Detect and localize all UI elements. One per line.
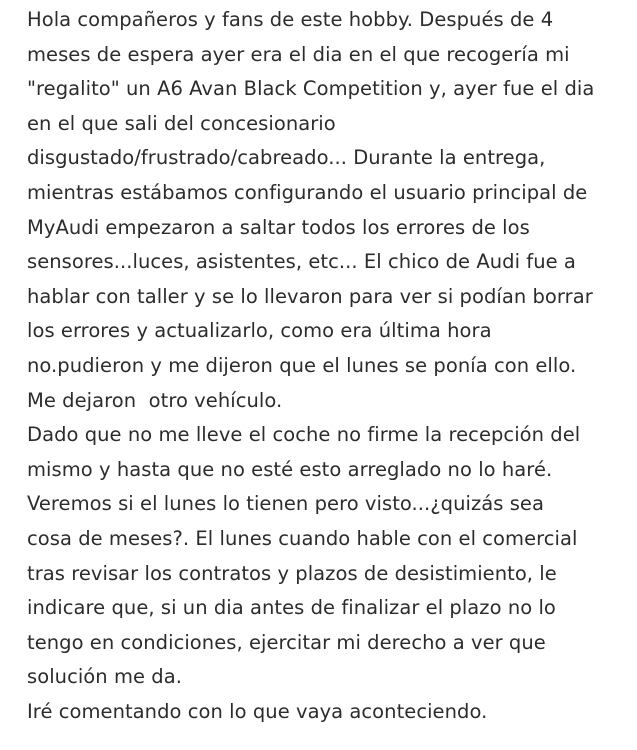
post-line: disgustado/frustrado/cabreado... Durante la entrega,: [27, 146, 546, 170]
post-line: cosa de meses?. El lunes cuando hable con el comercial: [27, 526, 578, 550]
post-line: hablar con taller y se lo llevaron para ver si podían borrar: [27, 284, 593, 308]
post-line: mientras estábamos configurando el usuario principal de: [27, 180, 588, 204]
post-body: [27, 3, 627, 729]
post-line: Dado que no me lleve el coche no firme la recepción del: [27, 423, 581, 447]
post-line: tras revisar los contratos y plazos de desistimiento, le: [27, 561, 557, 585]
post-line: Hola compañeros y fans de este hobby. Después de 4: [27, 8, 554, 31]
post-line: sensores...luces, asistentes, etc... El chico de Audi fue a: [27, 250, 576, 274]
post-line: MyAudi empezaron a saltar todos los errores de los: [27, 215, 530, 239]
post-line: meses de espera ayer era el dia en el que recogería mi: [27, 42, 570, 66]
post-line: los errores y actualizarlo, como era última hora: [27, 319, 492, 343]
post-line: indicare que, si un dia antes de finalizar el plazo no lo: [27, 596, 556, 620]
post-line: Iré comentando con lo que vaya aconteciendo.: [27, 699, 488, 723]
post-line: Me dejaron otro vehículo.: [27, 388, 283, 412]
post-line: mismo y hasta que no esté esto arreglado no lo haré.: [27, 457, 553, 481]
post-line: en el que sali del concesionario: [27, 111, 336, 135]
post-line: no.pudieron y me dijeron que el lunes se ponía con ello.: [27, 353, 577, 377]
post-line: "regalito" un A6 Avan Black Competition y, ayer fue el dia: [27, 77, 595, 101]
post-line: Veremos si el lunes lo tienen pero visto...¿quizás sea: [27, 492, 544, 516]
post-line: tengo en condiciones, ejercitar mi derecho a ver que: [27, 630, 546, 654]
post-line: solución me da.: [27, 665, 182, 689]
